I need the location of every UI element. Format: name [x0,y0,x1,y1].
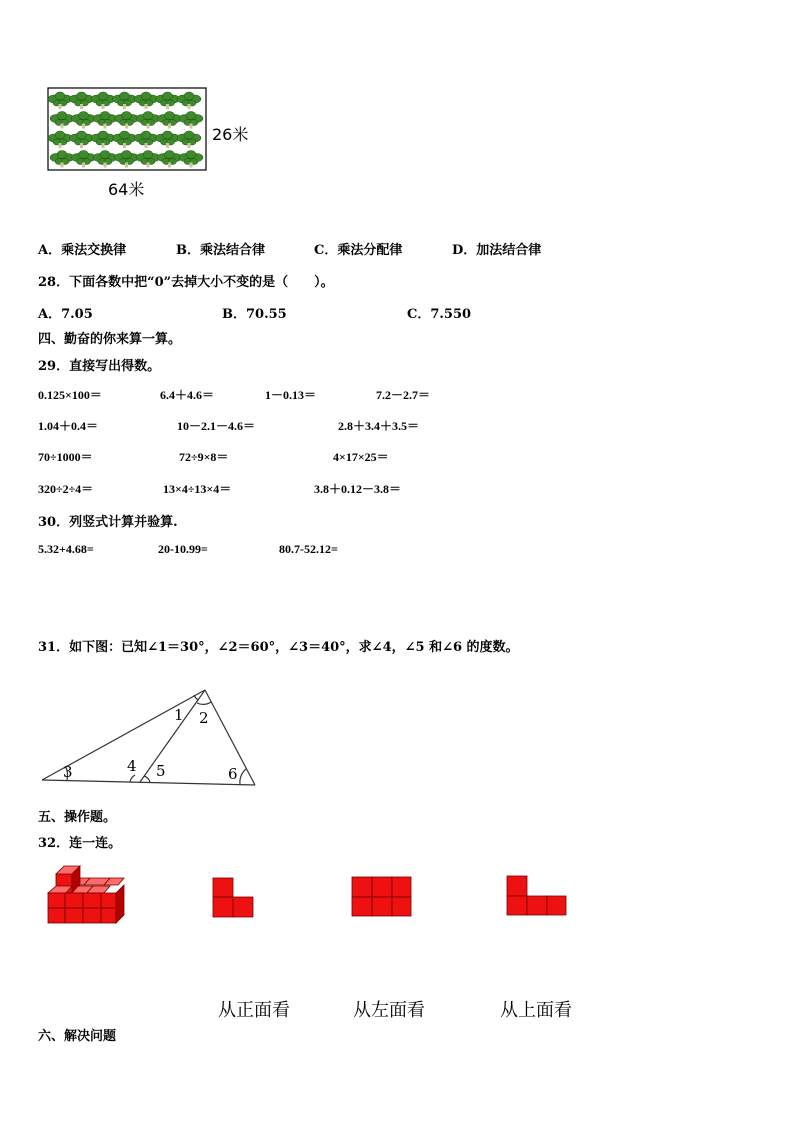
angle-label-4: 4 [127,757,137,775]
q30-stem: 30．列竖式计算并验算. [38,515,178,530]
section-5-heading: 五、操作题。 [38,810,117,825]
q27-option-a[interactable]: A．乘法交换律 [38,243,127,258]
view-label-top[interactable]: 从上面看 [500,1000,572,1021]
q31-stem: 31．如下图：已知∠1＝30°，∠2＝60°，∠3＝40°，求∠4，∠5 和∠6 的度数。 [38,640,519,655]
q29-r2-c3: 2.8＋3.4＋3.5＝ [338,419,420,433]
field-width-label: 64米 [108,180,145,199]
q30-item-1: 5.32+4.68= [38,542,94,556]
q29-r1-c4: 7.2－2.7＝ [376,388,431,402]
angle-label-5: 5 [156,762,166,780]
q32-stem: 32．连一连。 [38,836,122,851]
section-6-heading: 六、解决问题 [38,1029,117,1044]
q28-stem: 28．下面各数中把“0”去掉大小不变的是（ ）。 [38,275,334,290]
angle-label-3: 3 [63,763,73,781]
q29-r1-c1: 0.125×100＝ [38,388,102,402]
q29-r4-c2: 13×4÷13×4＝ [163,482,232,496]
q29-r1-c3: 1－0.13＝ [265,388,317,402]
q29-r2-c2: 10－2.1－4.6＝ [177,419,256,433]
view-label-left[interactable]: 从左面看 [353,1000,425,1021]
q29-r4-c3: 3.8＋0.12－3.8＝ [314,482,402,496]
q30-item-2: 20-10.99= [158,542,208,556]
angle-label-6: 6 [228,765,238,783]
q29-r3-c2: 72÷9×8＝ [179,450,229,464]
section-4-heading: 四、勤奋的你来算一算。 [38,332,182,347]
q28-option-b[interactable]: B．70.55 [222,307,287,322]
q28-option-a[interactable]: A．7.05 [38,307,93,322]
q27-option-c[interactable]: C．乘法分配律 [314,243,403,258]
q29-r3-c1: 70÷1000＝ [38,450,93,464]
q29-r1-c2: 6.4＋4.6＝ [160,388,215,402]
field-height-label: 26米 [212,125,249,144]
q29-r4-c1: 320÷2÷4＝ [38,482,94,496]
q27-option-d[interactable]: D．加法结合律 [452,243,542,258]
q28-option-c[interactable]: C．7.550 [407,307,472,322]
q29-r2-c1: 1.04＋0.4＝ [38,419,99,433]
angle-label-2: 2 [199,709,209,727]
q29-r3-c3: 4×17×25＝ [333,450,389,464]
view-label-front[interactable]: 从正面看 [218,1000,290,1021]
q27-option-b[interactable]: B．乘法结合律 [176,243,265,258]
q30-item-3: 80.7-52.12= [279,542,338,556]
angle-label-1: 1 [174,706,184,724]
q29-stem: 29．直接写出得数。 [38,359,161,374]
